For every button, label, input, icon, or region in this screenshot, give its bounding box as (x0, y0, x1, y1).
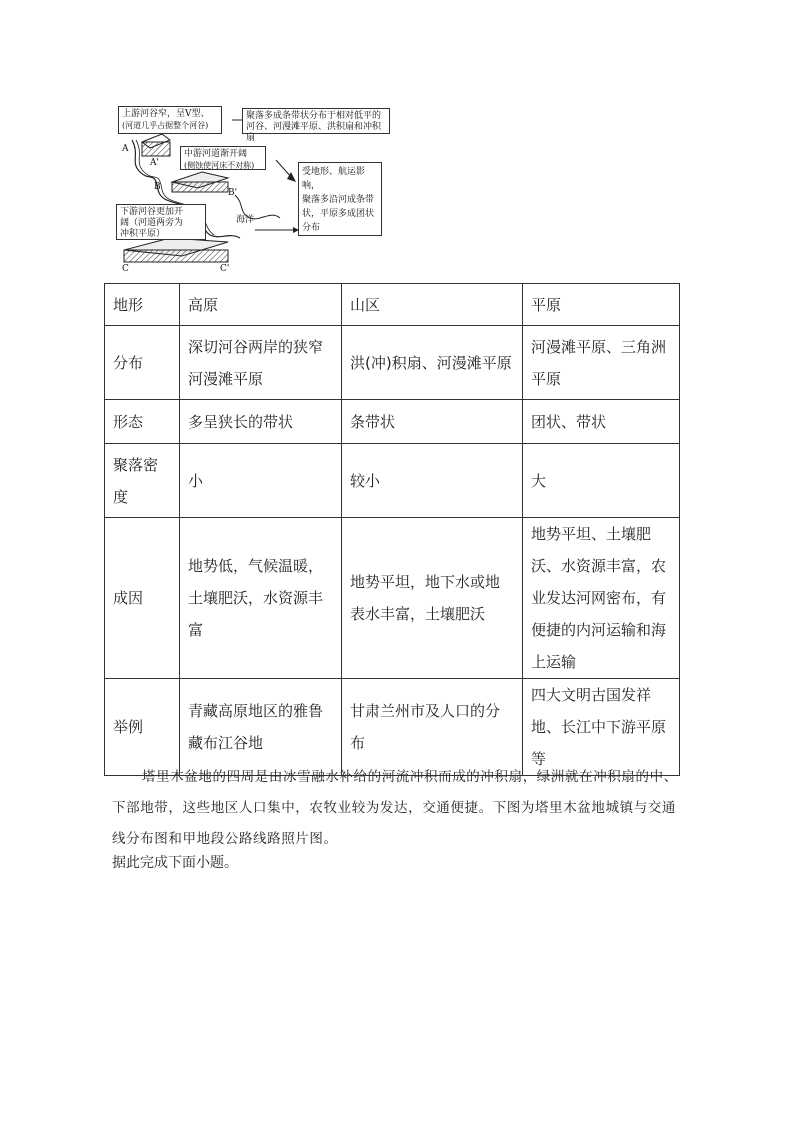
table-cell: 条带状 (342, 400, 523, 444)
plain-settlement-box (298, 162, 382, 236)
upper-reach-line1: 上游河谷窄，呈V型、 (122, 109, 210, 119)
middle-block (172, 182, 228, 192)
table-cell: 地势平坦，地下水或地表水丰富，土壤肥沃 (342, 518, 523, 679)
point-b-prime-label: B' (228, 188, 238, 198)
plain-line2: 聚落多沿河成条带 (302, 195, 375, 205)
instruction-text: 据此完成下面小题。 (112, 855, 238, 871)
table-row (105, 444, 680, 518)
lower-reach-line1: 下游河谷更加开 (120, 207, 184, 217)
header-cell: 平原 (523, 284, 680, 326)
table-cell: 洪(冲)积扇、河漫滩平原 (342, 326, 523, 400)
lower-reach-box (116, 204, 206, 240)
table-cell: 青藏高原地区的雅鲁藏布江谷地 (180, 679, 342, 776)
settlement-line2: 河谷、河漫滩平原、洪积扇和冲积扇 (246, 122, 382, 143)
terrain-settlement-table (104, 283, 680, 776)
point-c-label: C (122, 264, 129, 274)
table-cell: 分布 (105, 326, 180, 400)
table-cell: 地势低，气候温暖，土壤肥沃，水资源丰富 (180, 518, 342, 679)
table-cell: 较小 (342, 444, 523, 518)
table-cell: 小 (180, 444, 342, 518)
table-row (105, 400, 680, 444)
plain-line1: 受地形、航运影响， (302, 167, 366, 191)
middle-reach-line2: (侧蚀使河床不对称) (184, 161, 255, 170)
point-a-prime-label: A' (150, 158, 159, 168)
middle-reach-line1: 中游河道渐开阔 (184, 149, 248, 159)
plain-line4: 分布 (302, 223, 321, 233)
table-cell: 河漫滩平原、三角洲平原 (523, 326, 680, 400)
upper-reach-box (118, 106, 222, 134)
table-cell: 团状、带状 (523, 400, 680, 444)
point-c-prime-label: C' (220, 264, 230, 274)
table-row (105, 326, 680, 400)
table-row (105, 518, 680, 679)
lower-reach-line3: 冲积平原） (120, 229, 166, 239)
table-cell: 四大文明古国发祥地、长江中下游平原等 (523, 679, 680, 776)
upper-reach-line2: (河道几乎占据整个河谷) (122, 121, 209, 130)
lower-block (124, 250, 228, 262)
settlement-line1: 聚落多成条带状分布于相对低平的 (246, 111, 382, 121)
table-cell: 甘肃兰州市及人口的分布 (342, 679, 523, 776)
table-cell: 聚落密度 (105, 444, 180, 518)
table-cell: 深切河谷两岸的狭窄河漫滩平原 (180, 326, 342, 400)
point-a-label: A (122, 144, 129, 154)
header-cell: 山区 (342, 284, 523, 326)
table-cell: 举例 (105, 679, 180, 776)
table-row (105, 679, 680, 776)
intro-paragraph: 塔里木盆地的四周是由冰雪融水补给的河流冲积而成的冲积扇，绿洲就在冲积扇的中、下部地带，这些地区人口集中，农牧业较为发达，交通便捷。下图为塔里木盆地城镇与交通线分布图和甲地段公路线路照片图。 (112, 769, 678, 847)
point-b-label: B (154, 182, 161, 192)
middle-reach-box (180, 146, 266, 170)
settlement-box (242, 108, 390, 143)
header-cell: 高原 (180, 284, 342, 326)
table-cell: 大 (523, 444, 680, 518)
table-header-row (105, 284, 680, 326)
header-cell: 地形 (105, 284, 180, 326)
sea-label: 海洋 (236, 215, 255, 225)
table-cell: 形态 (105, 400, 180, 444)
table-cell: 多呈狭长的带状 (180, 400, 342, 444)
table-cell: 成因 (105, 518, 180, 679)
plain-line3: 状，平原多成团状 (302, 209, 375, 219)
table-cell: 地势平坦、土壤肥沃、水资源丰富，农业发达河网密布，有便捷的内河运输和海上运输 (523, 518, 680, 679)
upper-block (142, 142, 170, 156)
lower-reach-line2: 阔（河道两旁为 (120, 218, 184, 228)
river-settlement-diagram (110, 100, 410, 280)
